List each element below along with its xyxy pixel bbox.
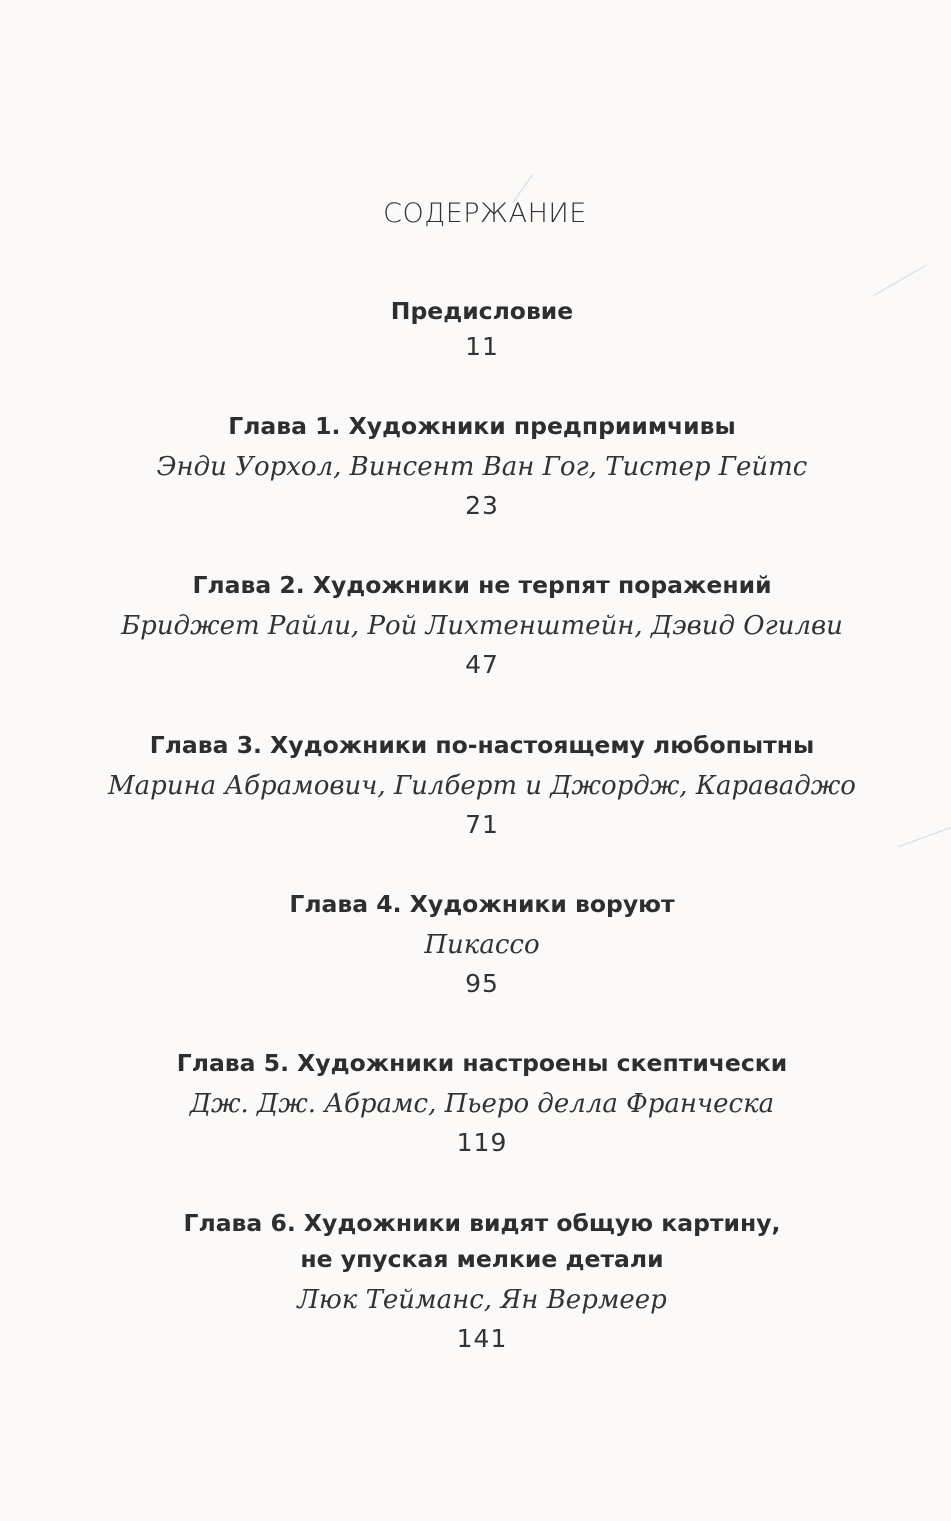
entry-title: Предисловие [390,297,574,325]
toc-entry-chapter-6 [0,1205,951,1357]
toc-entry-chapter-1 [0,408,951,524]
entry-page-number: 141 [456,1324,508,1353]
entry-title: Глава 1. Художники предприимчивы [228,412,736,440]
entry-authors: Дж. Дж. Абрамс, Пьеро делла Франческа [189,1089,775,1119]
entry-authors: Бриджет Райли, Рой Лихтенштейн, Дэвид Огилви [121,611,843,641]
entry-title: Глава 6. Художники видят общую картину, [183,1209,781,1237]
toc-entry-chapter-5 [0,1045,951,1161]
toc-entry-chapter-3 [0,727,951,843]
entry-page-number: 71 [465,810,499,839]
paper-scratch [874,265,926,296]
entry-title: Глава 2. Художники не терпят поражений [192,571,772,599]
entry-authors: Люк Теймaнс, Ян Вермеер [297,1285,667,1315]
entry-title: Глава 4. Художники воруют [289,890,675,918]
toc-heading: СОДЕРЖАНИЕ [383,198,587,229]
entry-authors: Пикассо [424,930,540,960]
toc-entry-chapter-2 [0,567,951,683]
entry-title: Глава 5. Художники настроены скептически [176,1049,788,1077]
entry-authors: Энди Уорхол, Винсент Ван Гог, Тистер Гейтс [156,452,808,482]
entry-page-number: 95 [465,969,499,998]
toc-entry-preface [0,293,951,365]
entry-title: Глава 3. Художники по-настоящему любопытны [149,731,815,759]
entry-page-number: 47 [465,650,499,679]
toc-entry-chapter-4 [0,886,951,1002]
entry-page-number: 23 [465,491,499,520]
entry-authors: Марина Абрамович, Гилберт и Джордж, Караваджо [108,771,856,801]
entry-page-number: 11 [465,332,499,361]
entry-page-number: 119 [456,1128,508,1157]
entry-title-continuation: не упуская мелкие детали [300,1245,664,1273]
